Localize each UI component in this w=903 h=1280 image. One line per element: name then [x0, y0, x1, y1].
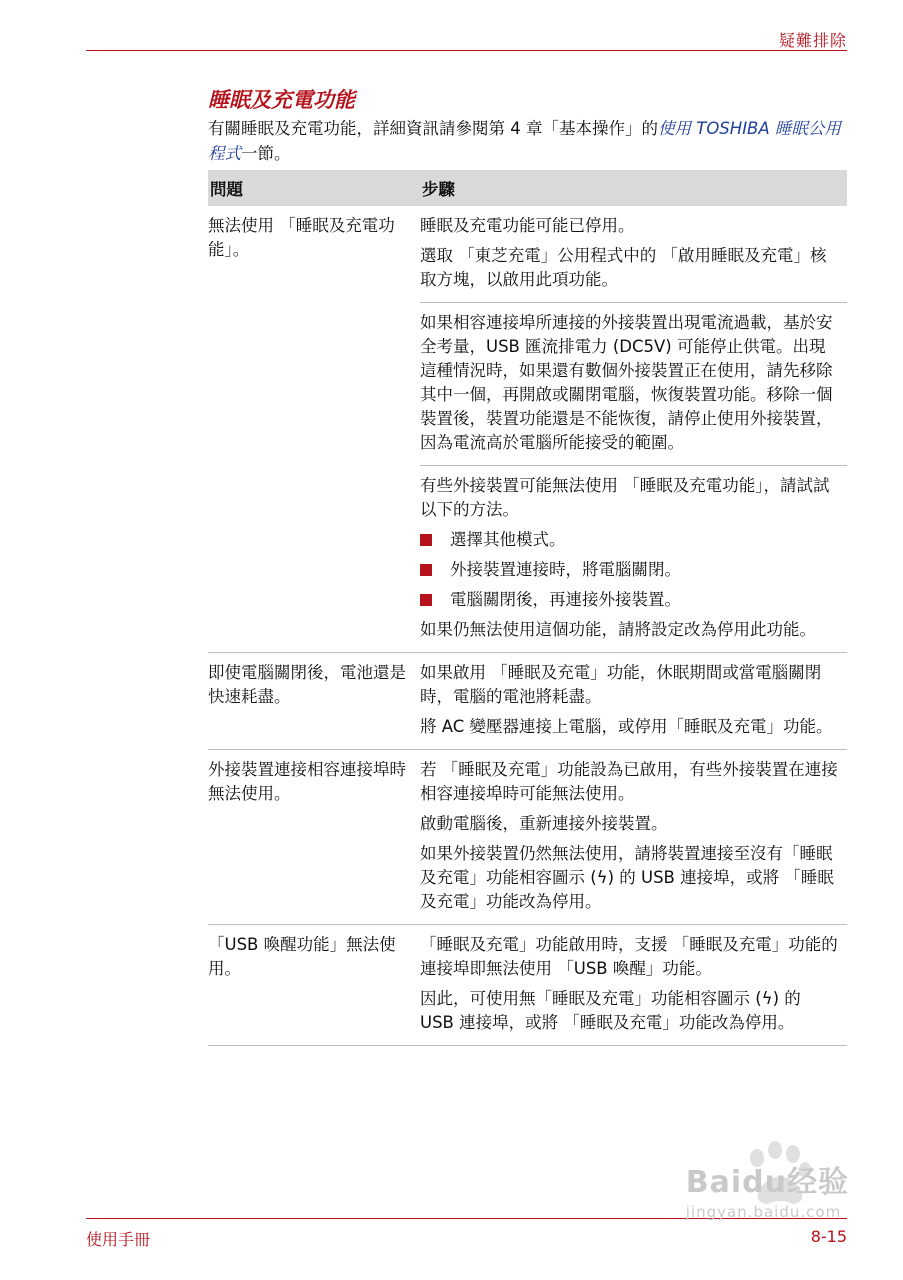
intro-link[interactable]: 使用 TOSHIBA 睡眠公用程式 — [208, 119, 841, 163]
table-header — [208, 170, 847, 206]
bullet-square-icon — [420, 564, 432, 576]
table-row — [208, 750, 847, 925]
step-text: 如果外接裝置仍然無法使用，請將裝置連接至沒有「睡眠及充電」功能相容圖示 (ϟ) 的 USB 連接埠，或將 「睡眠及充電」功能改為停用。 — [420, 844, 834, 911]
step-text: 若 「睡眠及充電」功能設為已啟用，有些外接裝置在連接相容連接埠時可能無法使用。 — [420, 760, 838, 803]
step-text: 睡眠及充電功能可能已停用。 — [420, 216, 635, 235]
table-row — [208, 206, 847, 653]
step-block — [420, 206, 847, 303]
steps-cell — [420, 925, 847, 1045]
step-text: 如果啟用 「睡眠及充電」功能，休眠期間或當電腦關閉時，電腦的電池將耗盡。 — [420, 663, 822, 706]
step-text: 「睡眠及充電」功能啟用時，支援 「睡眠及充電」功能的連接埠即無法使用 「USB 喚醒」功能。 — [420, 935, 838, 978]
bullet-text: 選擇其他模式。 — [450, 530, 566, 549]
header-rule — [86, 50, 847, 51]
step-text: 啟動電腦後，重新連接外接裝置。 — [420, 814, 668, 833]
steps-cell — [420, 206, 847, 652]
bullet-item — [420, 528, 839, 552]
bullet-item — [420, 588, 839, 612]
step-text: 有些外接裝置可能無法使用 「睡眠及充電功能」，請試試以下的方法。 — [420, 476, 830, 519]
header-title: 疑難排除 — [778, 31, 847, 50]
problem-cell: 外接裝置連接相容連接埠時無法使用。 — [208, 760, 406, 803]
step-block — [420, 925, 847, 1045]
step-text: 選取 「東芝充電」公用程式中的 「啟用睡眠及充電」核取方塊，以啟用此項功能。 — [420, 246, 827, 289]
step-text: 如果仍無法使用這個功能，請將設定改為停用此功能。 — [420, 620, 816, 639]
footer-manual-label: 使用手冊 — [86, 1230, 151, 1249]
intro-paragraph — [208, 116, 848, 166]
page-number: 8-15 — [810, 1227, 847, 1246]
step-text: 因此，可使用無「睡眠及充電」功能相容圖示 (ϟ) 的 USB 連接埠，或將 「睡眠及充電」功能改為停用。 — [420, 989, 801, 1032]
table-row — [208, 653, 847, 750]
problem-cell: 「USB 喚醒功能」無法使用。 — [208, 935, 396, 978]
section-title: 睡眠及充電功能 — [208, 88, 355, 112]
bullet-text: 電腦關閉後，再連接外接裝置。 — [450, 590, 681, 609]
step-block — [420, 750, 847, 924]
bullet-item — [420, 558, 839, 582]
step-block — [420, 466, 847, 652]
steps-cell — [420, 653, 847, 749]
problem-cell: 即使電腦關閉後，電池還是快速耗盡。 — [208, 663, 406, 706]
header-steps: 步驟 — [422, 180, 455, 199]
step-block — [420, 303, 847, 466]
watermark-url: jingyan.baidu.com — [685, 1203, 842, 1221]
step-text: 如果相容連接埠所連接的外接裝置出現電流過載，基於安全考量，USB 匯流排電力 (DC5V) 可能停止供電。出現這種情況時，如果還有數個外接裝置正在使用，請先移除其中一個，再開啟或關閉電腦，恢復裝置功能。移除一個裝置後，裝置功能還是不能恢復，請停止使用外接裝置，因為電流高於電腦所能接受的範圍。 — [420, 313, 833, 452]
problem-cell: 無法使用 「睡眠及充電功能」。 — [208, 216, 395, 259]
header-problem: 問題 — [210, 180, 243, 199]
bullet-square-icon — [420, 594, 432, 606]
troubleshooting-table — [208, 170, 847, 1046]
bullet-text: 外接裝置連接時，將電腦關閉。 — [450, 560, 681, 579]
intro-text: 有關睡眠及充電功能，詳細資訊請參閱第 4 章「基本操作」的 — [208, 119, 658, 138]
watermark-text — [685, 1165, 849, 1221]
intro-text-end: 一節。 — [241, 144, 291, 163]
table-row — [208, 925, 847, 1046]
steps-cell — [420, 750, 847, 924]
step-text: 將 AC 變壓器連接上電腦，或停用「睡眠及充電」功能。 — [420, 717, 833, 736]
watermark-brand: Baidu经验 — [685, 1165, 849, 1200]
bullet-square-icon — [420, 534, 432, 546]
step-block — [420, 653, 847, 749]
table-body — [208, 206, 847, 1046]
